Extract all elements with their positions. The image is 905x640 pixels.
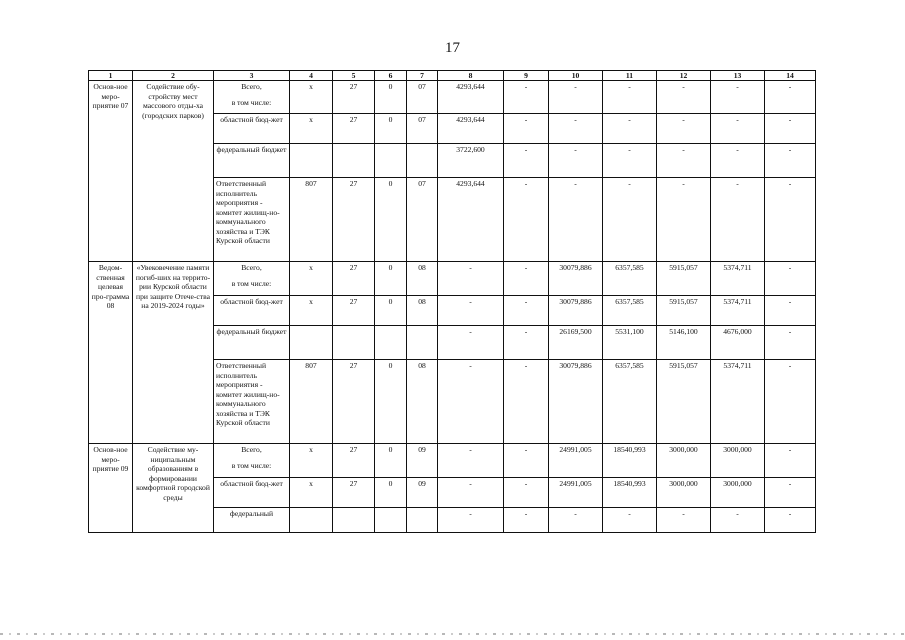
budget-code-cell xyxy=(290,508,333,533)
scan-artifact-line xyxy=(0,633,905,635)
budget-code-cell xyxy=(333,508,375,533)
budget-code-cell: 0 xyxy=(375,178,407,262)
amount-cell: 5374,711 xyxy=(711,296,765,326)
budget-code-cell: 27 xyxy=(333,178,375,262)
budget-code-cell: х xyxy=(290,478,333,508)
funding-source-sublabel: в том числе: xyxy=(231,460,272,470)
budget-code-cell xyxy=(375,144,407,178)
amount-cell: - xyxy=(549,508,603,533)
table-row xyxy=(89,444,816,478)
amount-cell: 4676,000 xyxy=(711,326,765,360)
amount-cell: 5915,057 xyxy=(657,262,711,296)
column-header: 6 xyxy=(375,71,407,81)
amount-cell: - xyxy=(657,81,711,114)
budget-code-cell: х xyxy=(290,114,333,144)
amount-cell: - xyxy=(603,144,657,178)
funding-source-cell xyxy=(214,178,290,262)
budget-code-cell xyxy=(375,508,407,533)
amount-cell: - xyxy=(549,144,603,178)
amount-cell: - xyxy=(504,296,549,326)
budget-code-cell: 27 xyxy=(333,444,375,478)
amount-cell: - xyxy=(711,114,765,144)
budget-code-cell: 807 xyxy=(290,178,333,262)
column-header: 7 xyxy=(407,71,438,81)
amount-cell: 30079,886 xyxy=(549,360,603,444)
activity-name-cell: Содействие му-ниципальным образованиям в формировании комфортной городской среды xyxy=(133,444,214,533)
funding-source-cell xyxy=(214,144,290,178)
funding-source-label: Всего, xyxy=(241,82,262,92)
amount-cell: 3000,000 xyxy=(657,478,711,508)
amount-cell: - xyxy=(504,81,549,114)
amount-cell: - xyxy=(657,144,711,178)
budget-code-cell xyxy=(375,326,407,360)
budget-code-cell: 0 xyxy=(375,444,407,478)
amount-cell: - xyxy=(438,296,504,326)
activity-type-cell: Основ-ное меро-приятие 09 xyxy=(89,444,133,533)
funding-source-label: областной бюд-жет xyxy=(220,297,283,307)
budget-code-cell xyxy=(407,508,438,533)
funding-source-cell xyxy=(214,508,290,533)
budget-code-cell xyxy=(333,144,375,178)
budget-code-cell: 27 xyxy=(333,296,375,326)
budget-table xyxy=(88,70,816,533)
budget-code-cell: 09 xyxy=(407,478,438,508)
amount-cell: - xyxy=(438,508,504,533)
amount-cell: - xyxy=(603,178,657,262)
budget-code-cell: 0 xyxy=(375,478,407,508)
budget-code-cell: 27 xyxy=(333,262,375,296)
amount-cell: 24991,005 xyxy=(549,478,603,508)
budget-code-cell: 27 xyxy=(333,360,375,444)
amount-cell: - xyxy=(549,178,603,262)
column-header: 3 xyxy=(214,71,290,81)
budget-code-cell: 27 xyxy=(333,478,375,508)
amount-cell: - xyxy=(504,478,549,508)
amount-cell: 3722,600 xyxy=(438,144,504,178)
budget-code-cell xyxy=(407,144,438,178)
amount-cell: 5915,057 xyxy=(657,360,711,444)
budget-code-cell: х xyxy=(290,262,333,296)
funding-source-label: областной бюд-жет xyxy=(220,115,283,125)
amount-cell: - xyxy=(711,508,765,533)
amount-cell: - xyxy=(549,81,603,114)
amount-cell: 5531,100 xyxy=(603,326,657,360)
funding-source-label: Ответственный исполнитель мероприятия - комитет жилищ-но-коммунального хозяйства и ТЭК Курской области xyxy=(216,361,280,428)
amount-cell: - xyxy=(504,326,549,360)
amount-cell: - xyxy=(504,444,549,478)
funding-source-label: Всего, xyxy=(241,445,262,455)
budget-code-cell: 08 xyxy=(407,360,438,444)
amount-cell: 24991,005 xyxy=(549,444,603,478)
amount-cell: - xyxy=(657,178,711,262)
activity-name-cell: Содействие обу-стройству мест массового отды-ха (городских парков) xyxy=(133,81,214,262)
budget-code-cell xyxy=(333,326,375,360)
amount-cell: - xyxy=(765,144,816,178)
amount-cell: - xyxy=(765,81,816,114)
amount-cell: - xyxy=(438,326,504,360)
amount-cell: - xyxy=(603,508,657,533)
amount-cell: - xyxy=(765,508,816,533)
amount-cell: 4293,644 xyxy=(438,178,504,262)
amount-cell: 30079,886 xyxy=(549,262,603,296)
budget-code-cell xyxy=(290,326,333,360)
amount-cell: - xyxy=(711,81,765,114)
amount-cell: 3000,000 xyxy=(657,444,711,478)
activity-type-cell: Ведом-ственная целевая про-грамма 08 xyxy=(89,262,133,444)
amount-cell: - xyxy=(504,262,549,296)
column-header: 9 xyxy=(504,71,549,81)
amount-cell: 6357,585 xyxy=(603,296,657,326)
column-header: 13 xyxy=(711,71,765,81)
amount-cell: - xyxy=(438,262,504,296)
column-header: 4 xyxy=(290,71,333,81)
budget-code-cell: 07 xyxy=(407,178,438,262)
funding-source-cell xyxy=(214,114,290,144)
budget-code-cell: х xyxy=(290,81,333,114)
amount-cell: - xyxy=(504,508,549,533)
amount-cell: 6357,585 xyxy=(603,360,657,444)
budget-code-cell: 08 xyxy=(407,296,438,326)
amount-cell: - xyxy=(603,81,657,114)
amount-cell: 3000,000 xyxy=(711,444,765,478)
amount-cell: - xyxy=(765,326,816,360)
amount-cell: - xyxy=(603,114,657,144)
amount-cell: - xyxy=(438,478,504,508)
column-header: 11 xyxy=(603,71,657,81)
budget-code-cell: 807 xyxy=(290,360,333,444)
column-header: 5 xyxy=(333,71,375,81)
amount-cell: - xyxy=(438,444,504,478)
budget-code-cell: 07 xyxy=(407,114,438,144)
funding-source-label: Всего, xyxy=(241,263,262,273)
budget-code-cell: 09 xyxy=(407,444,438,478)
funding-source-label: областной бюд-жет xyxy=(220,479,283,489)
column-header: 10 xyxy=(549,71,603,81)
budget-code-cell: 0 xyxy=(375,81,407,114)
budget-code-cell: 08 xyxy=(407,262,438,296)
amount-cell: - xyxy=(711,144,765,178)
page-number: 17 xyxy=(445,40,460,56)
budget-code-cell: 07 xyxy=(407,81,438,114)
amount-cell: - xyxy=(765,262,816,296)
funding-source-label: Ответственный исполнитель мероприятия - комитет жилищ-но-коммунального хозяйства и ТЭК Курской области xyxy=(216,179,280,246)
amount-cell: - xyxy=(765,178,816,262)
funding-source-sublabel: в том числе: xyxy=(231,97,272,107)
header-row xyxy=(89,71,816,81)
amount-cell: 6357,585 xyxy=(603,262,657,296)
amount-cell: 26169,500 xyxy=(549,326,603,360)
activity-name-cell: «Увековечение памяти погиб-ших на террито-рии Курской области при защите Отече-ства на 2019-2024 годы» xyxy=(133,262,214,444)
table-row xyxy=(89,262,816,296)
funding-source-label: федеральный бюджет xyxy=(216,327,287,337)
budget-code-cell: 0 xyxy=(375,360,407,444)
amount-cell: 5374,711 xyxy=(711,262,765,296)
funding-source-cell xyxy=(214,478,290,508)
amount-cell: - xyxy=(765,444,816,478)
funding-source-label: федеральный xyxy=(229,509,274,519)
amount-cell: - xyxy=(765,296,816,326)
funding-source-cell xyxy=(214,81,290,114)
funding-source-sublabel: в том числе: xyxy=(231,278,272,288)
amount-cell: 5146,100 xyxy=(657,326,711,360)
budget-code-cell xyxy=(407,326,438,360)
table-body xyxy=(89,81,816,533)
amount-cell: - xyxy=(438,360,504,444)
amount-cell: - xyxy=(504,114,549,144)
amount-cell: 30079,886 xyxy=(549,296,603,326)
column-header: 2 xyxy=(133,71,214,81)
amount-cell: - xyxy=(504,178,549,262)
amount-cell: 4293,644 xyxy=(438,114,504,144)
amount-cell: 5374,711 xyxy=(711,360,765,444)
funding-source-label: федеральный бюджет xyxy=(216,145,287,155)
funding-source-cell xyxy=(214,444,290,478)
amount-cell: - xyxy=(549,114,603,144)
amount-cell: 5915,057 xyxy=(657,296,711,326)
column-header: 8 xyxy=(438,71,504,81)
funding-source-cell xyxy=(214,262,290,296)
amount-cell: 4293,644 xyxy=(438,81,504,114)
amount-cell: 18540,993 xyxy=(603,478,657,508)
budget-code-cell xyxy=(290,144,333,178)
column-header: 1 xyxy=(89,71,133,81)
amount-cell: 3000,000 xyxy=(711,478,765,508)
amount-cell: - xyxy=(765,478,816,508)
activity-type-cell: Основ-ное меро-приятие 07 xyxy=(89,81,133,262)
budget-code-cell: 0 xyxy=(375,262,407,296)
budget-code-cell: 0 xyxy=(375,114,407,144)
column-header: 12 xyxy=(657,71,711,81)
table-row xyxy=(89,81,816,114)
amount-cell: - xyxy=(657,508,711,533)
funding-source-cell xyxy=(214,360,290,444)
budget-code-cell: 27 xyxy=(333,114,375,144)
budget-code-cell: 27 xyxy=(333,81,375,114)
amount-cell: - xyxy=(765,360,816,444)
funding-source-cell xyxy=(214,326,290,360)
amount-cell: - xyxy=(504,144,549,178)
amount-cell: - xyxy=(711,178,765,262)
budget-code-cell: х xyxy=(290,444,333,478)
budget-code-cell: 0 xyxy=(375,296,407,326)
amount-cell: 18540,993 xyxy=(603,444,657,478)
amount-cell: - xyxy=(657,114,711,144)
budget-code-cell: х xyxy=(290,296,333,326)
column-header: 14 xyxy=(765,71,816,81)
amount-cell: - xyxy=(504,360,549,444)
amount-cell: - xyxy=(765,114,816,144)
funding-source-cell xyxy=(214,296,290,326)
